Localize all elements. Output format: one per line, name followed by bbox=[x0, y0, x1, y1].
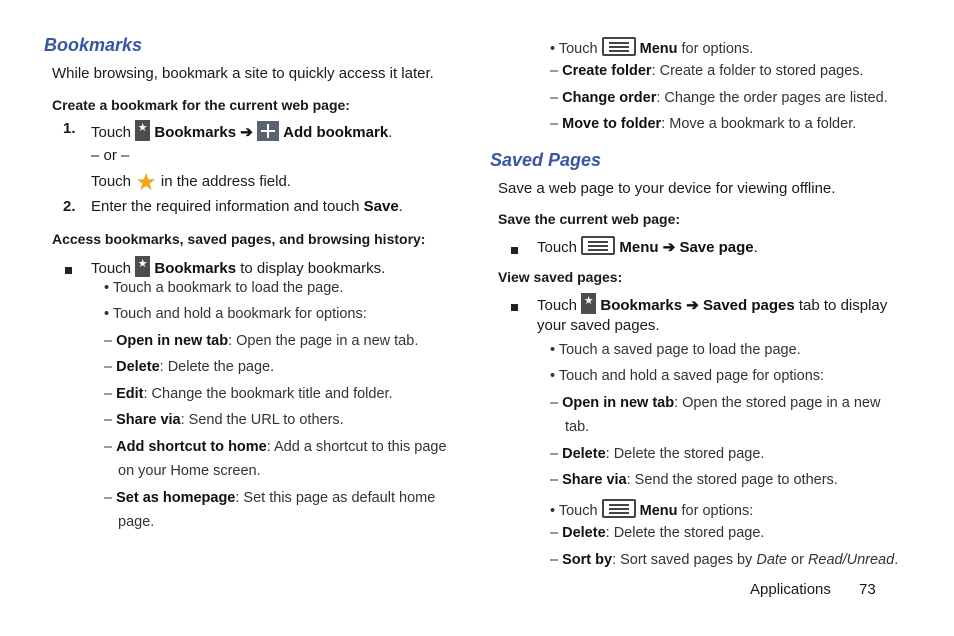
option-dash: – bbox=[550, 446, 559, 462]
option-item bbox=[550, 90, 888, 106]
step-2-label: Enter the required information and touch bbox=[91, 198, 360, 215]
option-dash: – bbox=[104, 333, 113, 349]
option-name: Move to folder bbox=[562, 116, 662, 132]
view-post: tab to display bbox=[798, 297, 888, 314]
option-name: Change order bbox=[562, 90, 657, 106]
touch-bookmarks-bold: Bookmarks bbox=[154, 260, 237, 277]
option-desc: : Open the page in a new tab. bbox=[228, 333, 419, 349]
bookmark-icon bbox=[135, 256, 150, 277]
step-1-text bbox=[91, 120, 392, 141]
option-desc: : Delete the stored page. bbox=[605, 446, 765, 462]
option-name: Sort by bbox=[562, 552, 613, 568]
option-dash: – bbox=[104, 412, 113, 428]
option-name: Delete bbox=[562, 525, 606, 541]
star-icon: ★ bbox=[135, 168, 157, 196]
menu-icon bbox=[581, 236, 615, 255]
option-name: Open in new tab bbox=[116, 333, 229, 349]
menu-bullet: • Touch bbox=[550, 41, 598, 57]
option-item bbox=[104, 359, 274, 375]
square-bullet-icon bbox=[511, 241, 518, 259]
step-2-text bbox=[91, 198, 403, 215]
option-desc: : Change the bookmark title and folder. bbox=[143, 386, 393, 402]
option-dash: – bbox=[104, 359, 113, 375]
view-touch: Touch bbox=[537, 297, 578, 314]
view-saved-continuation: your saved pages. bbox=[537, 317, 660, 334]
option-desc: : Open the stored page in a new bbox=[674, 395, 881, 411]
menu2-bold: Menu bbox=[639, 503, 678, 519]
option-item bbox=[104, 439, 447, 455]
option-dash: – bbox=[104, 490, 113, 506]
step-1-bookmarks: Bookmarks ➔ bbox=[154, 124, 253, 141]
add-icon bbox=[257, 121, 279, 141]
option-item bbox=[550, 63, 864, 79]
option-item bbox=[550, 525, 764, 541]
option-item bbox=[104, 490, 435, 506]
option-item bbox=[104, 333, 418, 349]
option-item bbox=[550, 472, 838, 488]
step-1-touch: Touch bbox=[91, 124, 132, 141]
step-1-add-bookmark: Add bookmark bbox=[283, 124, 389, 141]
save-touch: Touch bbox=[537, 239, 578, 256]
bookmarks-intro: While browsing, bookmark a site to quickly access it later. bbox=[52, 65, 434, 82]
step-1-number: 1. bbox=[63, 120, 76, 137]
menu-post: for options. bbox=[681, 41, 754, 57]
option-desc: : Change the order pages are listed. bbox=[656, 90, 888, 106]
footer-section: Applications bbox=[750, 581, 831, 598]
bullet-load-bookmark: • Touch a bookmark to load the page. bbox=[104, 280, 344, 296]
touch-bookmarks-pre: Touch bbox=[91, 260, 132, 277]
option-dash: – bbox=[550, 472, 559, 488]
touch-star-text bbox=[91, 168, 291, 196]
option-mid: or bbox=[786, 552, 808, 568]
step-2-number: 2. bbox=[63, 198, 76, 215]
save-menu: Menu ➔ Save page bbox=[619, 239, 754, 256]
option-dash: – bbox=[550, 552, 559, 568]
option-item bbox=[550, 395, 880, 411]
option-name: Delete bbox=[116, 359, 160, 375]
or-separator: – or – bbox=[91, 147, 130, 164]
option-desc: : Add a shortcut to this page bbox=[266, 439, 447, 455]
save-page-line bbox=[537, 236, 758, 256]
menu-icon bbox=[602, 37, 636, 56]
option-name: Add shortcut to home bbox=[116, 439, 267, 455]
option-name: Set as homepage bbox=[116, 490, 236, 506]
option-name: Delete bbox=[562, 446, 606, 462]
option-name: Edit bbox=[116, 386, 144, 402]
menu-options-line bbox=[550, 37, 753, 57]
option-desc: : Send the URL to others. bbox=[180, 412, 344, 428]
option-item bbox=[550, 552, 898, 568]
bullet-hold-bookmark: • Touch and hold a bookmark for options: bbox=[104, 306, 367, 322]
bookmark-icon bbox=[135, 120, 150, 141]
page-number: 73 bbox=[859, 581, 876, 598]
menu-bold: Menu bbox=[639, 41, 678, 57]
option-italic: Read/Unread bbox=[807, 552, 895, 568]
touch-star-post: in the address field. bbox=[160, 173, 291, 190]
option-name: Open in new tab bbox=[562, 395, 675, 411]
option-item bbox=[104, 386, 393, 402]
option-continuation: page. bbox=[118, 514, 155, 530]
option-dash: – bbox=[550, 63, 559, 79]
access-bookmarks-heading: Access bookmarks, saved pages, and browsing history: bbox=[52, 231, 426, 247]
option-dash: – bbox=[550, 116, 559, 132]
touch-star-pre: Touch bbox=[91, 173, 132, 190]
option-dash: – bbox=[104, 386, 113, 402]
option-dash: – bbox=[104, 439, 113, 455]
option-item bbox=[550, 446, 764, 462]
bullet-load-saved: • Touch a saved page to load the page. bbox=[550, 342, 801, 358]
saved-pages-intro: Save a web page to your device for viewing offline. bbox=[498, 180, 836, 197]
menu2-options-line bbox=[550, 499, 753, 519]
option-name: Share via bbox=[562, 472, 627, 488]
option-name: Create folder bbox=[562, 63, 652, 79]
option-name: Share via bbox=[116, 412, 181, 428]
view-saved-line bbox=[537, 293, 887, 314]
option-desc: : Move a bookmark to a folder. bbox=[661, 116, 857, 132]
option-desc: : Send the stored page to others. bbox=[626, 472, 838, 488]
menu2-post: for options: bbox=[681, 503, 754, 519]
menu-icon bbox=[602, 499, 636, 518]
touch-bookmarks-line bbox=[91, 256, 385, 277]
step-1-end: . bbox=[388, 124, 393, 141]
menu2-bullet: • Touch bbox=[550, 503, 598, 519]
touch-bookmarks-post: to display bookmarks. bbox=[240, 260, 386, 277]
option-dash: – bbox=[550, 395, 559, 411]
option-end: . bbox=[894, 552, 899, 568]
saved-pages-heading: Saved Pages bbox=[490, 150, 602, 170]
option-continuation: tab. bbox=[565, 419, 590, 435]
step-2-end: . bbox=[398, 198, 403, 215]
option-desc: : Sort saved pages by bbox=[612, 552, 757, 568]
step-2-save: Save bbox=[363, 198, 399, 215]
bullet-hold-saved: • Touch and hold a saved page for options: bbox=[550, 368, 825, 384]
option-desc: : Delete the stored page. bbox=[605, 525, 765, 541]
option-desc: : Set this page as default home bbox=[235, 490, 436, 506]
square-bullet-icon bbox=[511, 298, 518, 316]
bookmark-icon bbox=[581, 293, 596, 314]
create-bookmark-heading: Create a bookmark for the current web page: bbox=[52, 97, 350, 113]
option-italic: Date bbox=[756, 552, 787, 568]
option-dash: – bbox=[550, 525, 559, 541]
save-page-heading: Save the current web page: bbox=[498, 211, 681, 227]
save-end: . bbox=[753, 239, 758, 256]
view-saved-heading: View saved pages: bbox=[498, 269, 623, 285]
view-bold: Bookmarks ➔ Saved pages bbox=[600, 297, 795, 314]
option-item bbox=[104, 412, 344, 428]
bookmarks-heading: Bookmarks bbox=[44, 35, 143, 55]
option-item bbox=[550, 116, 856, 132]
option-desc: : Create a folder to stored pages. bbox=[651, 63, 864, 79]
option-continuation: on your Home screen. bbox=[118, 463, 261, 479]
option-desc: : Delete the page. bbox=[159, 359, 275, 375]
option-dash: – bbox=[550, 90, 559, 106]
square-bullet-icon bbox=[65, 261, 72, 279]
